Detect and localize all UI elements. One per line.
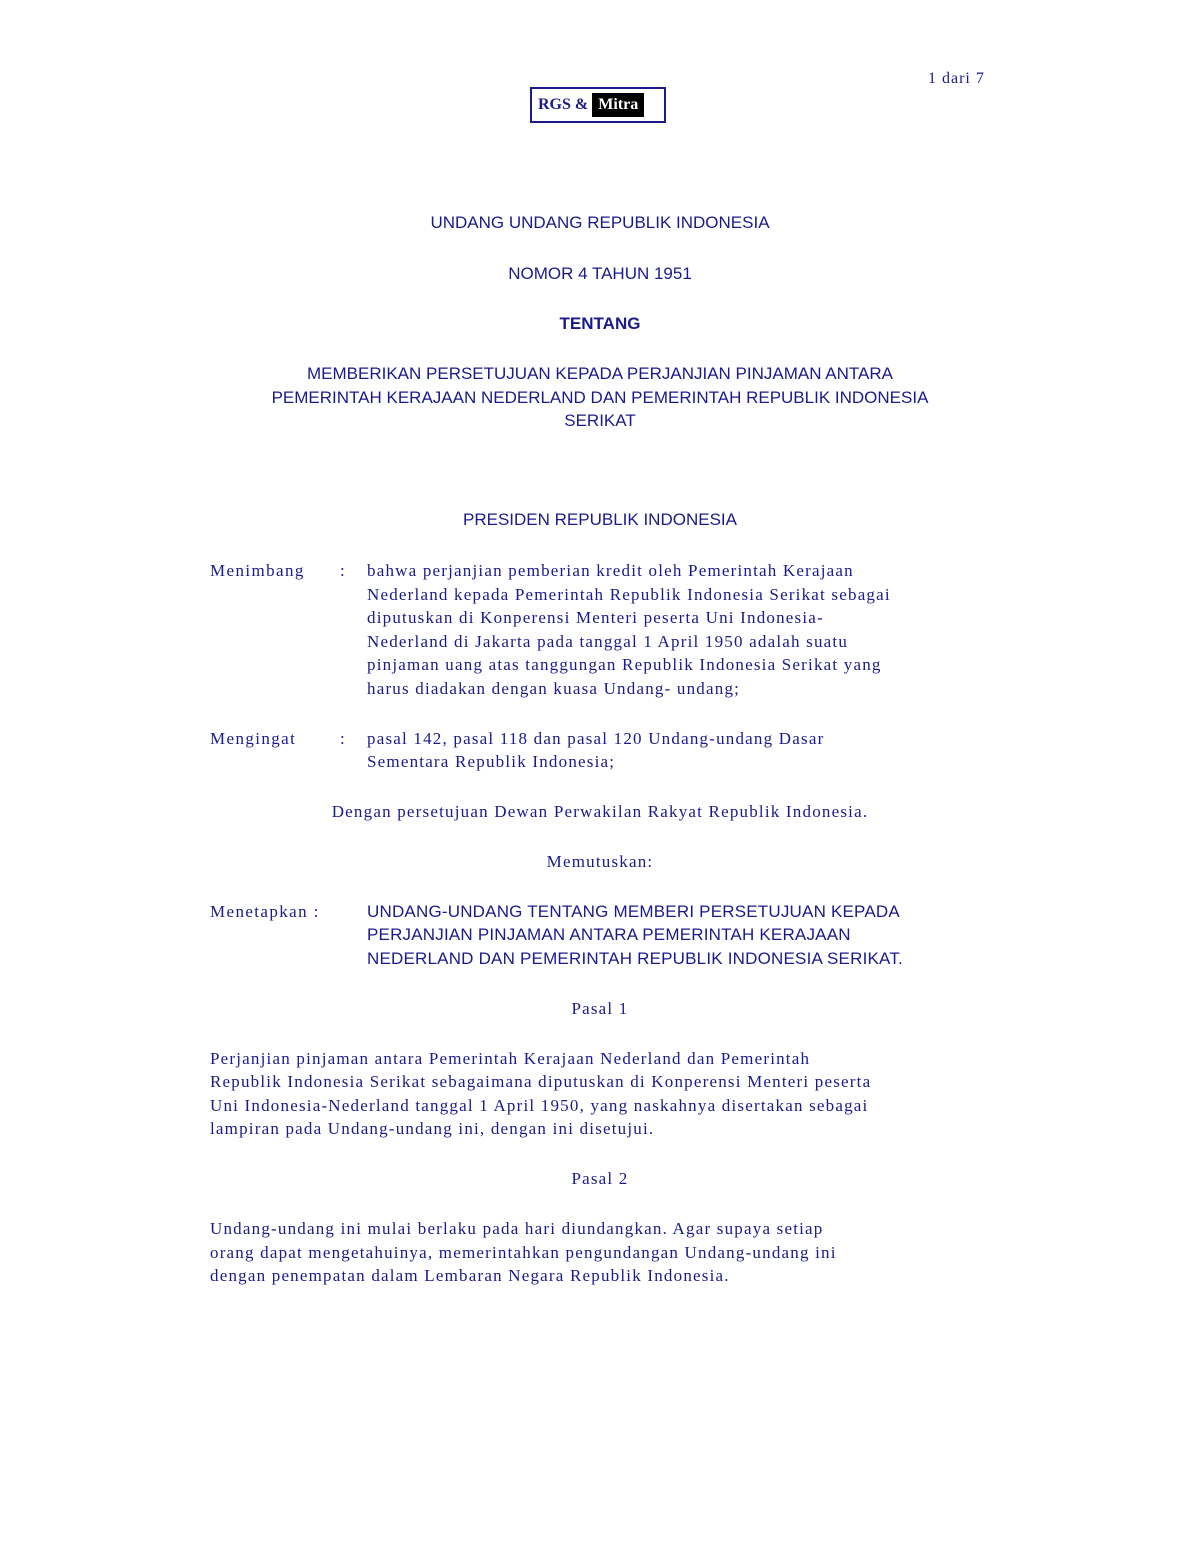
document-title: UNDANG UNDANG REPUBLIK INDONESIA [430, 213, 770, 232]
menimbang-line-1: bahwa perjanjian pemberian kredit oleh Pemerintah Kerajaan [367, 561, 854, 580]
pasal-2-line-3: dengan penempatan dalam Lembaran Negara Republik Indonesia. [210, 1266, 730, 1285]
subject-line-1: MEMBERIKAN PERSETUJUAN KEPADA PERJANJIAN PINJAMAN ANTARA [307, 364, 893, 383]
logo-right-text: Mitra [592, 93, 644, 117]
pasal-2-line-2: orang dapat mengetahuinya, memerintahkan pengundangan Undang-undang ini [210, 1243, 837, 1262]
menimbang-line-5: pinjaman uang atas tanggungan Republik Indonesia Serikat yang [367, 655, 882, 674]
pasal-1-line-3: Uni Indonesia-Nederland tanggal 1 April 1950, yang naskahnya disertakan sebagai [210, 1096, 869, 1115]
pasal-1-heading: Pasal 1 [571, 999, 629, 1018]
menetapkan-line-2: PERJANJIAN PINJAMAN ANTARA PEMERINTAH KERAJAAN [367, 925, 851, 944]
pasal-1-line-2: Republik Indonesia Serikat sebagaimana diputuskan di Konperensi Menteri peserta [210, 1072, 872, 1091]
persetujuan-line: Dengan persetujuan Dewan Perwakilan Rakyat Republik Indonesia. [331, 802, 869, 821]
rgs-mitra-logo [530, 87, 666, 123]
mengingat-colon: : [340, 729, 345, 748]
mengingat-line-2: Sementara Republik Indonesia; [367, 752, 616, 771]
menimbang-line-6: harus diadakan dengan kuasa Undang- undang; [367, 679, 741, 698]
document-number: NOMOR 4 TAHUN 1951 [508, 264, 692, 283]
tentang-heading: TENTANG [559, 314, 641, 333]
subject-line-3: SERIKAT [564, 411, 636, 430]
menetapkan-label: Menetapkan : [210, 902, 320, 921]
menimbang-line-2: Nederland kepada Pemerintah Republik Indonesia Serikat sebagai [367, 585, 891, 604]
memutuskan-line: Memutuskan: [546, 852, 654, 871]
menimbang-line-4: Nederland di Jakarta pada tanggal 1 April 1950 adalah suatu [367, 632, 849, 651]
menimbang-label: Menimbang [210, 561, 305, 580]
page-number: 1 dari 7 [928, 70, 985, 87]
mengingat-label: Mengingat [210, 729, 297, 748]
subject-line-2: PEMERINTAH KERAJAAN NEDERLAND DAN PEMERINTAH REPUBLIK INDONESIA [271, 388, 929, 407]
menimbang-line-3: diputuskan di Konperensi Menteri peserta Uni Indonesia- [367, 608, 824, 627]
menetapkan-line-1: UNDANG-UNDANG TENTANG MEMBERI PERSETUJUAN KEPADA [367, 902, 900, 921]
president-heading: PRESIDEN REPUBLIK INDONESIA [463, 510, 737, 529]
pasal-2-line-1: Undang-undang ini mulai berlaku pada hari diundangkan. Agar supaya setiap [210, 1219, 824, 1238]
pasal-1-line-4: lampiran pada Undang-undang ini, dengan ini disetujui. [210, 1119, 655, 1138]
logo-left-text: RGS & [538, 96, 589, 113]
pasal-2-heading: Pasal 2 [571, 1169, 629, 1188]
pasal-1-line-1: Perjanjian pinjaman antara Pemerintah Kerajaan Nederland dan Pemerintah [210, 1049, 811, 1068]
menimbang-colon: : [340, 561, 345, 580]
menetapkan-line-3: NEDERLAND DAN PEMERINTAH REPUBLIK INDONESIA SERIKAT. [367, 949, 903, 968]
mengingat-line-1: pasal 142, pasal 118 dan pasal 120 Undang-undang Dasar [367, 729, 825, 748]
